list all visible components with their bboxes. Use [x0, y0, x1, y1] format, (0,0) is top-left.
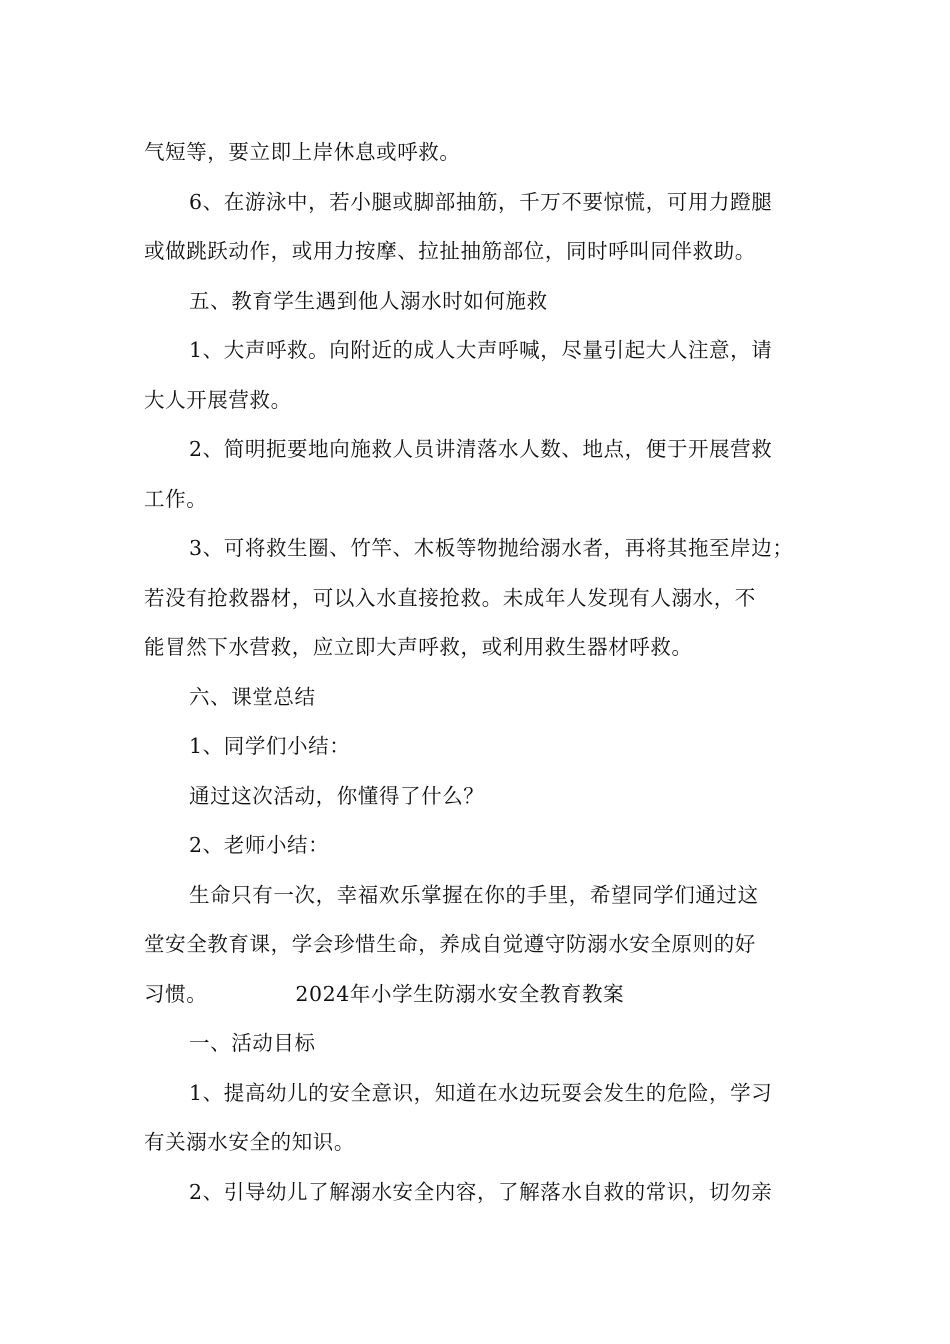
paragraph-line: 2、老师小结：	[189, 833, 330, 857]
paragraph-line: 能冒然下水营救，应立即大声呼救，或利用救生器材呼救。	[144, 635, 693, 659]
section-heading: 一、活动目标	[189, 1031, 316, 1055]
paragraph-line-end: 习惯。	[144, 981, 208, 1006]
paragraph-line: 气短等，要立即上岸休息或呼救。	[144, 140, 461, 164]
paragraph-line: 1、同学们小结：	[189, 734, 351, 758]
section-heading: 六、课堂总结	[189, 684, 316, 709]
document-body	[144, 128, 808, 1217]
document-title: 2024年小学生防溺水安全教育教案	[295, 981, 625, 1006]
paragraph-line: 工作。	[144, 486, 208, 511]
paragraph-line: 2、简明扼要地向施救人员讲清落水人数、地点，便于开展营救	[189, 437, 773, 461]
paragraph-line: 3、可将救生圈、竹竿、木板等物抛给溺水者，再将其拖至岸边；	[189, 536, 794, 560]
paragraph-line: 大人开展营救。	[144, 387, 292, 412]
paragraph-line: 1、提高幼儿的安全意识，知道在水边玩耍会发生的危险，学习	[189, 1080, 773, 1105]
paragraph-line: 有关溺水安全的知识。	[144, 1130, 355, 1154]
paragraph-line: 6、在游泳中，若小腿或脚部抽筋，千万不要惊慌，可用力蹬腿	[189, 189, 773, 214]
paragraph-line: 若没有抢救器材，可以入水直接抢救。未成年人发现有人溺水，不	[144, 585, 756, 610]
paragraph-line: 堂安全教育课，学会珍惜生命，养成自觉遵守防溺水安全原则的好	[144, 932, 756, 956]
paragraph-line: 2、引导幼儿了解溺水安全内容，了解落水自救的常识，切勿亲	[189, 1179, 773, 1204]
paragraph-line: 生命只有一次，幸福欢乐掌握在你的手里，希望同学们通过这	[189, 882, 759, 907]
paragraph-line: 1、大声呼救。向附近的成人大声呼喊，尽量引起大人注意，请	[189, 338, 773, 362]
paragraph-line	[144, 970, 808, 1020]
section-heading: 五、教育学生遇到他人溺水时如何施救	[189, 288, 548, 313]
paragraph-line: 或做跳跃动作，或用力按摩、拉扯抽筋部位，同时呼叫同伴救助。	[144, 239, 756, 263]
paragraph-line: 通过这次活动，你懂得了什么？	[189, 783, 485, 808]
